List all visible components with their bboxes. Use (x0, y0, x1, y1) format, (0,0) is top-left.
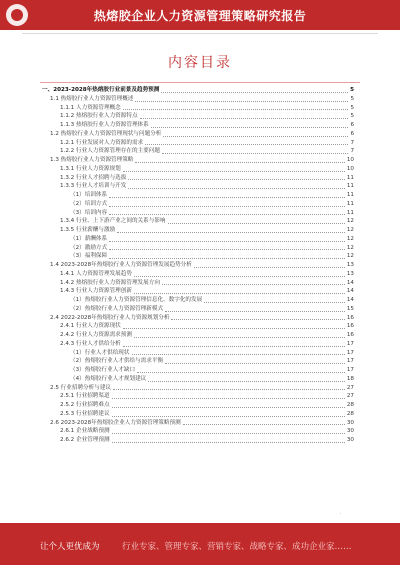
toc-entry[interactable] (42, 340, 354, 349)
toc-leader-dots (140, 118, 349, 119)
toc-leader-dots (123, 171, 345, 172)
toc-entry-text: （3）培训内容 (70, 209, 108, 216)
toc-entry-page: 28 (346, 402, 354, 408)
footer-roles: 行业专家、管理专家、营销专家、战略专家、成功企业家…… (122, 542, 352, 552)
toc-entry-page: 5 (350, 104, 354, 111)
toc-entry[interactable] (42, 209, 354, 218)
toc-entry[interactable] (42, 156, 354, 165)
toc-entry[interactable] (42, 375, 354, 384)
toc-entry-page: 17 (346, 367, 354, 373)
toc-leader-dots (112, 416, 345, 417)
toc-leader-dots (151, 127, 349, 128)
toc-leader-dots (194, 267, 345, 268)
toc-leader-dots (163, 136, 348, 137)
toc-entry-text: 1.1 热熔胶行业人力资源管理概述 (50, 95, 134, 102)
toc-entry-text: 1.3.4 行业、上下游产业之间的关系与影响 (60, 218, 166, 225)
toc-entry-text: 1.3.1 行业人力资源规划 (60, 165, 121, 172)
toc-entry-text: 2.6.2 企业管理预测 (60, 437, 110, 443)
toc-entry-page: 10 (346, 157, 354, 163)
toc-entry-text: 1.3 热熔胶行业人力资源管理策略 (50, 157, 134, 163)
toc-entry-text: 1.2.2 行业人力资源管理存在的主要问题 (60, 148, 160, 155)
toc-leader-dots (183, 424, 345, 425)
toc-entry-text: 1.1.1 人力资源管理概念 (60, 104, 121, 111)
toc-leader-dots (109, 241, 345, 242)
toc-entry-text: 2.5.1 行业招聘渠道 (60, 393, 110, 400)
toc-entry-page: 12 (346, 244, 354, 251)
toc-entry-page: 6 (350, 130, 354, 137)
toc-entry[interactable] (42, 427, 354, 436)
toc-leader-dots (171, 319, 344, 320)
toc-title-divider (40, 82, 360, 83)
toc-leader-dots (134, 337, 345, 338)
toc-leader-dots (165, 363, 345, 364)
toc-entry-page: 10 (346, 165, 354, 172)
toc-leader-dots (204, 302, 345, 303)
toc-entry-text: 1.3.5 行业薪酬与激励 (60, 227, 116, 233)
toc-leader-dots (134, 293, 345, 294)
toc-entry[interactable] (42, 130, 354, 139)
toc-leader-dots (112, 442, 345, 443)
toc-entry-page: 30 (346, 419, 354, 426)
toc-entry-page: 16 (346, 323, 354, 330)
toc-entry-page: 16 (346, 332, 354, 338)
header-band (0, 0, 400, 30)
toc-leader-dots (109, 258, 345, 259)
toc-entry[interactable] (42, 226, 354, 235)
toc-entry[interactable] (42, 305, 354, 314)
toc-leader-dots (123, 346, 345, 347)
toc-entry-page: 5 (350, 95, 354, 102)
toc-entry-text: 1.4.1 人力资源管理发展趋势 (60, 270, 132, 277)
toc-entry-text: 1.4.2 热熔胶行业人力资源管理发展方向 (60, 279, 160, 286)
table-of-contents (42, 86, 354, 445)
toc-entry[interactable] (42, 252, 354, 261)
report-title: 热熔胶企业人力资源管理策略研究报告 (93, 9, 307, 23)
toc-entry-text: （1）热熔胶行业人力资源管理信息化、数字化的发展 (70, 297, 203, 303)
toc-entry[interactable] (42, 147, 354, 156)
toc-leader-dots (134, 276, 345, 277)
toc-leader-dots (109, 249, 345, 250)
toc-entry-text: 2.6 2023-2028年热熔胶企业人力资源管理策略预测 (50, 419, 181, 426)
toc-entry-page: 14 (346, 297, 354, 303)
toc-entry[interactable] (42, 244, 354, 253)
toc-entry-page: 12 (346, 253, 354, 260)
toc-entry-page: 12 (346, 235, 354, 242)
toc-entry-text: 2.4.2 行业人力资源需求预测 (60, 332, 132, 338)
toc-entry-text: 1.1.3 热熔胶行业人力资源管理体系 (60, 122, 149, 128)
toc-entry-page: 15 (346, 305, 354, 312)
toc-entry[interactable] (42, 139, 354, 148)
toc-entry[interactable] (42, 191, 354, 200)
toc-entry[interactable] (42, 270, 354, 279)
toc-entry-page: 5 (350, 87, 354, 93)
toc-leader-dots (165, 311, 345, 312)
toc-entry[interactable] (42, 279, 354, 288)
toc-leader-dots (117, 232, 345, 233)
toc-leader-dots (109, 206, 345, 207)
toc-entry-text: （4）热熔胶行业人才规划建议 (70, 375, 147, 382)
toc-entry[interactable] (42, 349, 354, 358)
toc-entry-text: 1.3.3 行业人才培训与开发 (60, 183, 127, 190)
toc-entry-text: （2）培训方式 (70, 200, 108, 207)
toc-entry[interactable] (42, 217, 354, 226)
toc-entry-page: 11 (346, 183, 354, 190)
toc-leader-dots (112, 433, 345, 434)
toc-leader-dots (123, 109, 349, 110)
toc-leader-dots (132, 354, 345, 355)
toc-entry[interactable] (42, 314, 354, 323)
toc-leader-dots (162, 284, 345, 285)
toc-entry[interactable] (42, 235, 354, 244)
toc-entry-text: （2）热熔胶行业人才供给与需求平衡 (70, 358, 164, 365)
toc-leader-dots (168, 223, 345, 224)
toc-entry-text: 1.1.2 热熔胶行业人力资源特点 (60, 113, 138, 120)
toc-entry[interactable] (42, 384, 354, 393)
toc-entry-text: （2）激励方式 (70, 244, 108, 251)
toc-leader-dots (128, 188, 345, 189)
toc-entry-page: 27 (346, 393, 354, 400)
toc-entry-text: 一、2023-2028年热熔胶行业前景及趋势预测 (42, 87, 160, 93)
toc-leader-dots (123, 328, 345, 329)
toc-entry-text: 2.4.1 行业人力资源现状 (60, 323, 121, 330)
toc-entry-text: 2.4.3 行业人才供给分析 (60, 340, 121, 347)
toc-entry-page: 13 (346, 270, 354, 277)
footer-slogan: 让个人更优成为 (40, 542, 100, 552)
toc-leader-dots (128, 179, 345, 180)
toc-entry[interactable] (42, 436, 354, 445)
toc-entry[interactable] (42, 419, 354, 428)
toc-leader-dots (162, 153, 349, 154)
toc-entry-page: 28 (346, 410, 354, 417)
toc-entry[interactable] (42, 401, 354, 410)
toc-title: 内容目录 (168, 55, 232, 71)
header-divider (22, 33, 378, 34)
toc-entry-page: 11 (346, 200, 354, 207)
toc-entry[interactable] (42, 296, 354, 305)
toc-entry-text: 1.4 2023-2028年热熔胶行业人力资源管理发展趋势分析 (50, 262, 192, 268)
toc-entry[interactable] (42, 357, 354, 366)
toc-entry[interactable] (42, 112, 354, 121)
toc-entry-page: 11 (346, 192, 354, 198)
toc-entry[interactable] (42, 331, 354, 340)
toc-entry-page: 11 (346, 209, 354, 216)
toc-entry-page: 17 (346, 349, 354, 356)
toc-entry-page: 18 (346, 375, 354, 382)
toc-entry-page: 7 (350, 139, 354, 146)
toc-leader-dots (137, 372, 345, 373)
toc-entry[interactable] (42, 174, 354, 183)
toc-entry[interactable] (42, 104, 354, 113)
toc-entry[interactable] (42, 287, 354, 296)
toc-entry-page: 17 (346, 340, 354, 347)
toc-leader-dots (112, 407, 345, 408)
toc-entry-page: 30 (346, 437, 354, 443)
toc-entry-text: 1.2 热熔胶行业人力资源管理现状与问题分析 (50, 130, 162, 137)
toc-leader-dots (113, 389, 345, 390)
toc-entry[interactable] (42, 410, 354, 419)
toc-leader-dots (161, 92, 348, 93)
toc-entry-page: 7 (350, 148, 354, 155)
toc-entry-page: 14 (346, 279, 354, 286)
toc-entry-text: 1.4.3 行业人力资源管理创新 (60, 288, 132, 295)
toc-entry[interactable] (42, 322, 354, 331)
toc-leader-dots (145, 144, 348, 145)
toc-leader-dots (112, 398, 345, 399)
toc-leader-dots (109, 214, 345, 215)
toc-entry-text: （1）薪酬体系 (70, 235, 108, 242)
toc-entry-page: 27 (346, 384, 354, 391)
toc-entry-page: 12 (346, 218, 354, 225)
toc-entry[interactable] (42, 261, 354, 270)
toc-entry-text: （3）热熔胶行业人才缺口 (70, 367, 136, 373)
toc-entry-text: （3）福利保障 (70, 253, 108, 260)
toc-entry-page: 16 (346, 314, 354, 321)
toc-entry-page: 5 (350, 113, 354, 120)
toc-entry[interactable] (42, 95, 354, 104)
page-number-mark: · (340, 511, 342, 516)
toc-leader-dots (135, 101, 348, 102)
toc-leader-dots (109, 197, 345, 198)
toc-entry-text: 1.2.1 行业发展对人力资源的需求 (60, 139, 144, 146)
toc-entry[interactable] (42, 366, 354, 375)
toc-entry-page: 30 (346, 428, 354, 435)
toc-entry-text: （2）热熔胶行业人力资源管理新模式 (70, 305, 164, 312)
toc-entry-text: 2.6.1 企业战略预测 (60, 428, 110, 435)
toc-entry[interactable] (42, 392, 354, 401)
toc-entry-page: 17 (346, 358, 354, 365)
toc-entry-text: （1）行业人才供给现状 (70, 349, 130, 356)
toc-entry-page: 11 (346, 174, 354, 181)
toc-entry-text: 2.5.2 行业招聘难点 (60, 402, 110, 408)
toc-entry-text: 2.4 2022-2028年热熔胶行业人力资源规划分析 (50, 314, 170, 321)
toc-entry[interactable] (42, 121, 354, 130)
toc-entry-page: 6 (350, 122, 354, 128)
toc-entry-page: 14 (346, 288, 354, 295)
toc-entry-page: 13 (346, 262, 354, 268)
toc-entry-text: 2.5.3 行业招聘建议 (60, 410, 110, 417)
toc-leader-dots (148, 381, 345, 382)
toc-entry-text: （1）培训体系 (70, 192, 108, 198)
toc-entry[interactable] (42, 182, 354, 191)
toc-entry[interactable] (42, 165, 354, 174)
toc-entry[interactable] (42, 86, 354, 95)
toc-entry-text: 1.3.2 行业人才招聘与选拔 (60, 174, 127, 181)
toc-entry-page: 12 (346, 227, 354, 233)
toc-entry[interactable] (42, 200, 354, 209)
toc-entry-text: 2.5 行业招聘分析与建议 (50, 384, 112, 391)
toc-leader-dots (135, 162, 344, 163)
